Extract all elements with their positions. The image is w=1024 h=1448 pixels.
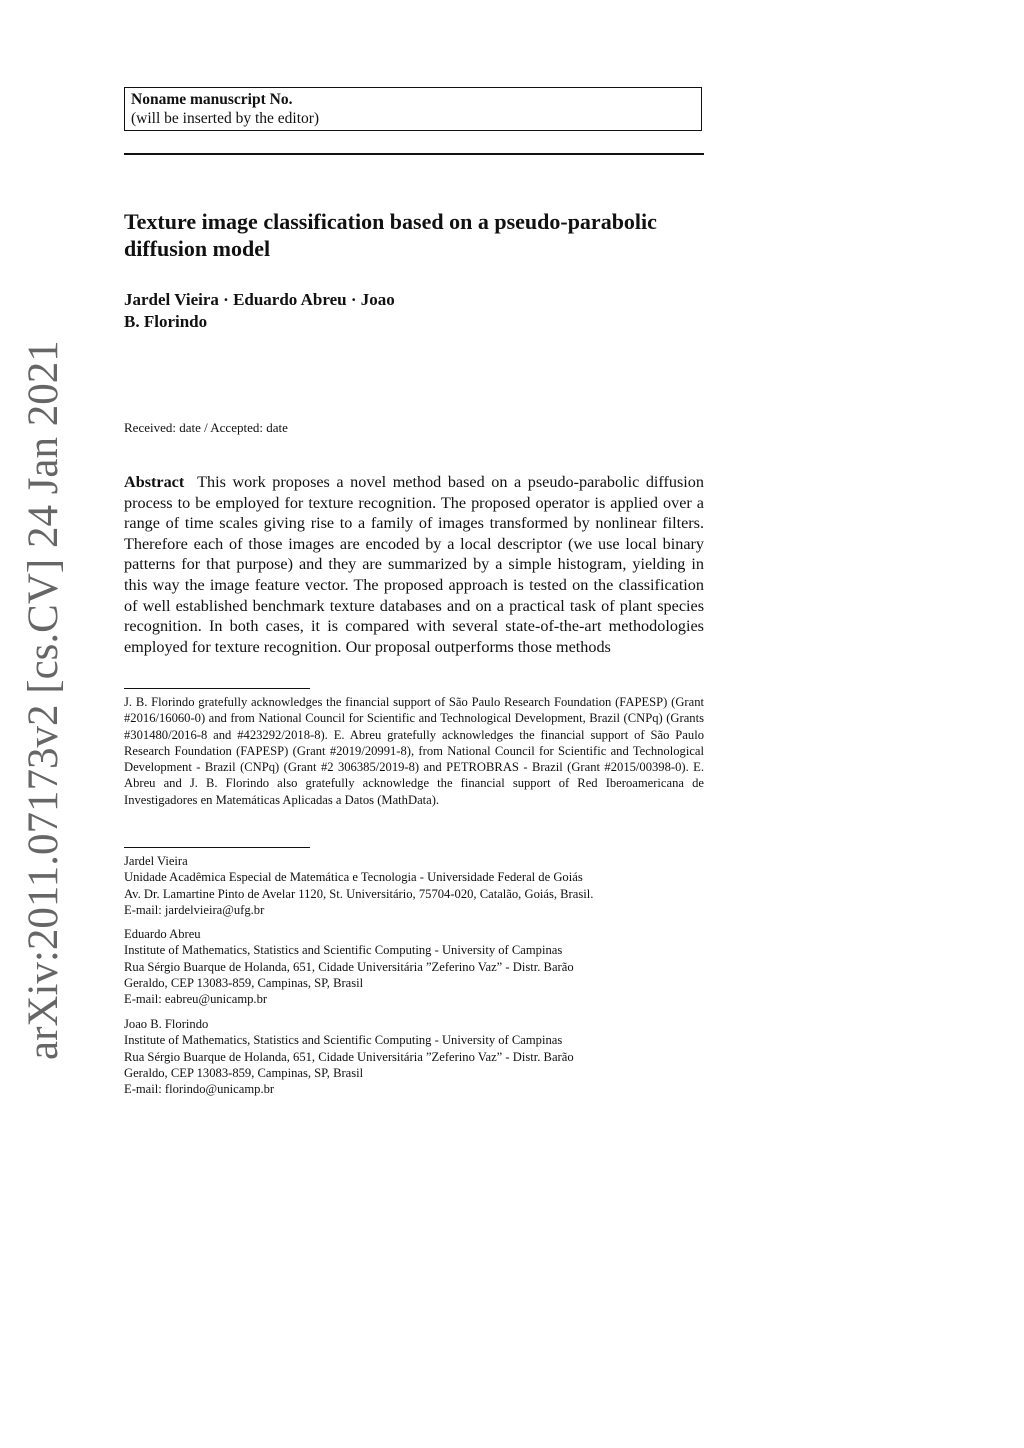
affiliation-line: Unidade Acadêmica Especial de Matemática e Tecnologia - Universidade Federal de Goiás	[124, 870, 583, 885]
manuscript-number-box	[124, 87, 702, 131]
paper-title: Texture image classification based on a pseudo-parabolic diffusion model	[124, 209, 657, 261]
affiliation-email[interactable]: E-mail: eabreu@unicamp.br	[124, 992, 268, 1007]
header-rule	[124, 153, 704, 155]
author-line-2: B. Florindo	[124, 312, 208, 331]
manuscript-number-label: Noname manuscript No.	[131, 91, 293, 108]
funding-footnote: J. B. Florindo gratefully acknowledges the financial support of São Paulo Research Foundation (FAPESP) (Grant #2016/16060-0) and from National Council for Scientific and Technological Development, Brazil (CNPq) (Grants #301480/2016-8 and #423292/2018-8). E. Abreu gratefully acknowledges the financial support of São Paulo Research Foundation (FAPESP) (Grant #2019/20991-8), from National Council for Scientific and Technological Development - Brazil (CNPq) (Grant #2 306385/2019-8) and PETROBRAS - Brazil (Grant #2015/00398-0). E. Abreu and J. B. Florindo also gratefully acknowledge the financial support of Red Iberoamericana de Investigadores en Matemáticas Aplicadas a Datos (MathData).	[124, 695, 704, 807]
footnote-rule	[124, 688, 310, 689]
affiliation-email[interactable]: E-mail: florindo@unicamp.br	[124, 1082, 275, 1097]
author-list	[124, 289, 524, 333]
arxiv-identifier-stamp[interactable]: arXiv:2011.07173v2 [cs.CV] 24 Jan 2021	[20, 340, 67, 1060]
affiliation-line: Institute of Mathematics, Statistics and Scientific Computing - University of Campinas	[124, 1033, 563, 1048]
abstract	[124, 472, 704, 657]
affiliation-name: Joao B. Florindo	[124, 1017, 209, 1031]
affiliation-email[interactable]: E-mail: jardelvieira@ufg.br	[124, 902, 265, 917]
editor-note: (will be inserted by the editor)	[131, 110, 320, 127]
affiliation-jardel-vieira	[124, 853, 704, 918]
affiliation-eduardo-abreu	[124, 926, 704, 1007]
affiliation-name: Eduardo Abreu	[124, 927, 201, 941]
received-accepted-dates: Received: date / Accepted: date	[124, 420, 288, 435]
affiliation-rule	[124, 847, 310, 848]
abstract-text: This work proposes a novel method based on a pseudo-parabolic diffusion process to be employed for texture recognition. The proposed operator is applied over a range of time scales giving rise to a family of images transformed by nonlinear filters. Therefore each of those images are encoded by a local descriptor (we use local binary patterns for that purpose) and they are summarized by a simple histogram, yielding in this way the image feature vector. The proposed approach is tested on the classification of well established benchmark texture databases and on a practical task of plant species recognition. In both cases, it is compared with several state-of-the-art methodologies employed for texture recognition. Our proposal outperforms those methods	[124, 473, 704, 656]
affiliation-line: Institute of Mathematics, Statistics and Scientific Computing - University of Campinas	[124, 943, 563, 958]
affiliation-line: Rua Sérgio Buarque de Holanda, 651, Cidade Universitária ”Zeferino Vaz” - Distr. Barão	[124, 959, 574, 974]
affiliation-joao-florindo	[124, 1016, 704, 1097]
affiliation-line: Geraldo, CEP 13083-859, Campinas, SP, Brasil	[124, 975, 364, 990]
affiliation-name: Jardel Vieira	[124, 854, 188, 868]
abstract-label: Abstract	[124, 473, 185, 491]
affiliation-line: Av. Dr. Lamartine Pinto de Avelar 1120, St. Universitário, 75704-020, Catalão, Goiás, Brasil.	[124, 886, 594, 901]
affiliation-line: Geraldo, CEP 13083-859, Campinas, SP, Brasil	[124, 1065, 364, 1080]
affiliation-line: Rua Sérgio Buarque de Holanda, 651, Cidade Universitária ”Zeferino Vaz” - Distr. Barão	[124, 1049, 574, 1064]
author-line-1: Jardel Vieira · Eduardo Abreu · Joao	[124, 290, 395, 309]
